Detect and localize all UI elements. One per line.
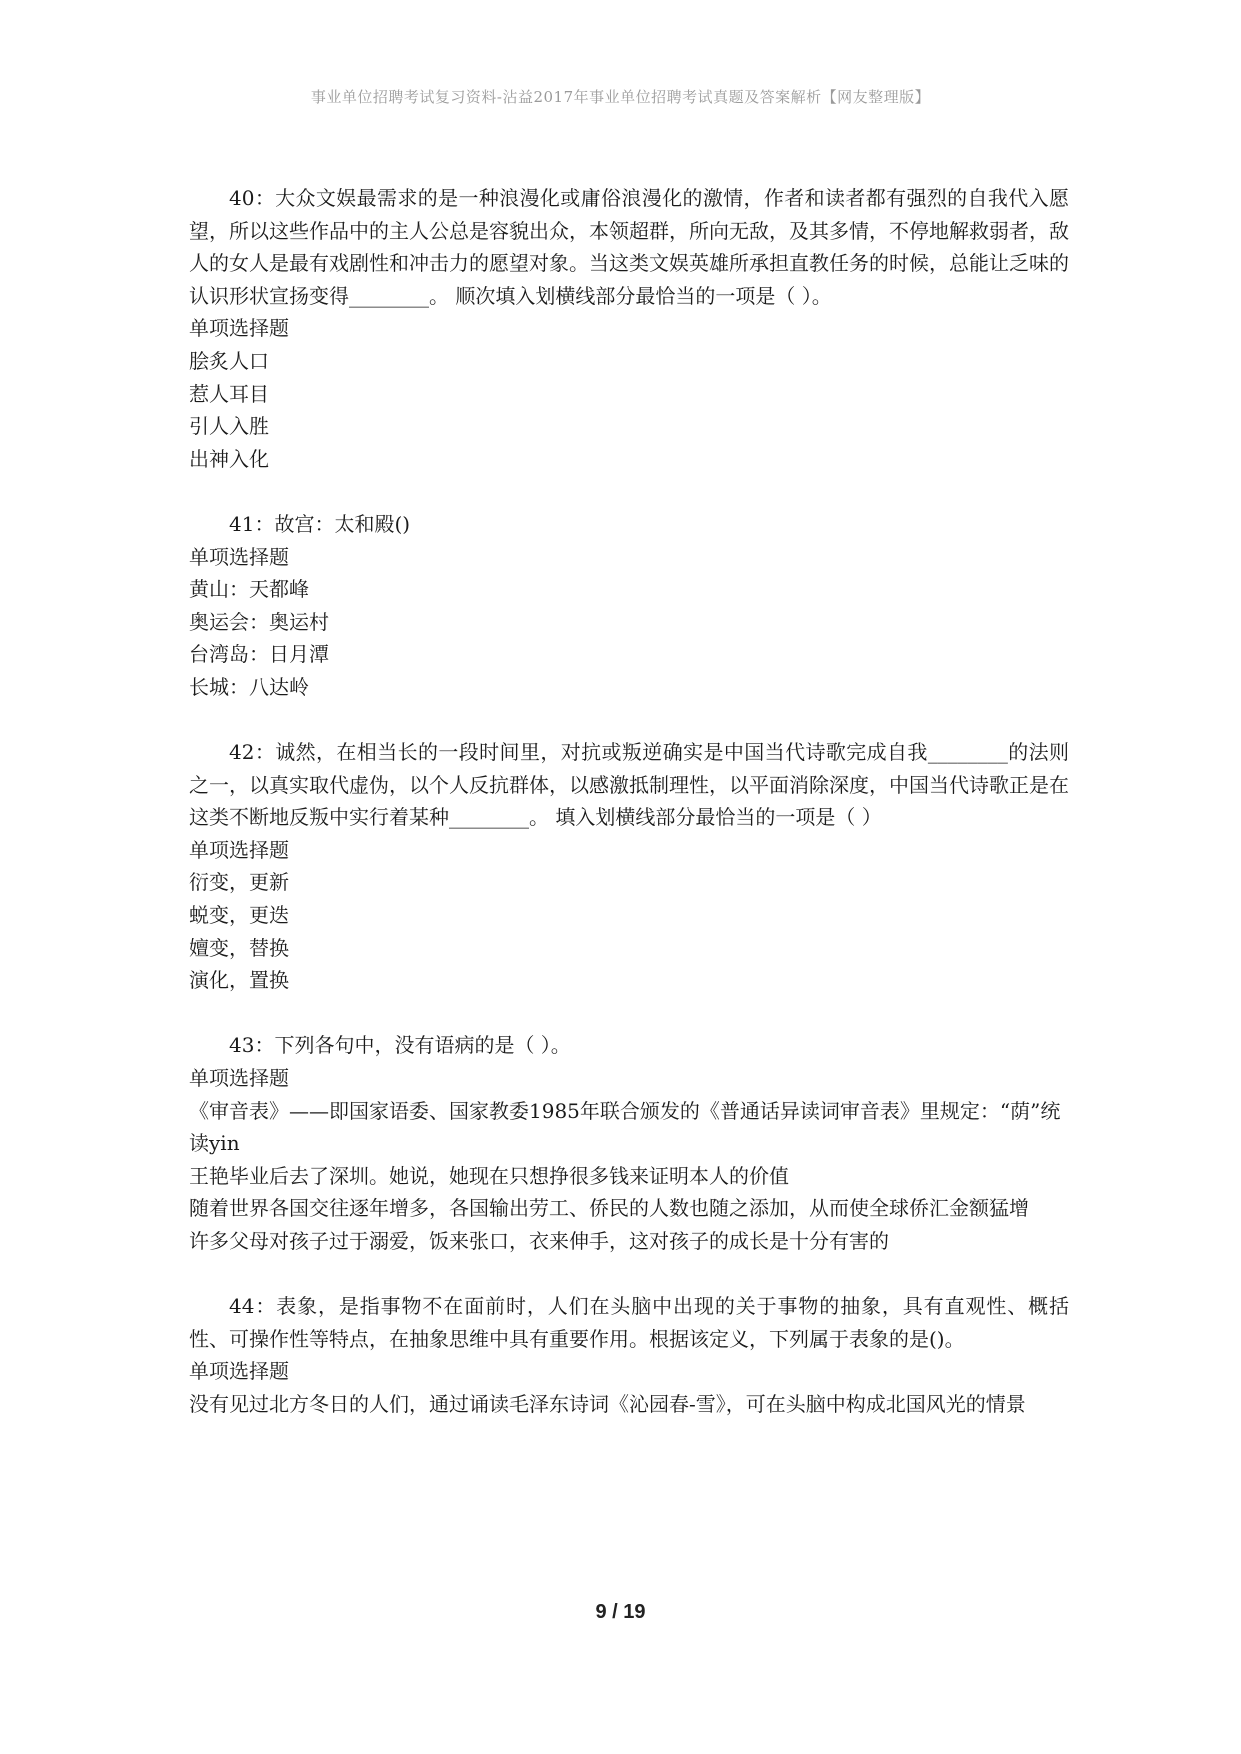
question-text: 40：大众文娱最需求的是一种浪漫化或庸俗浪漫化的激情，作者和读者都有强烈的自我代入愿望，所以这些作品中的主人公总是容貌出众，本领超群，所向无敌，及其多情，不停地解救弱者，敌人的女人是最有戏剧性和冲击力的愿望对象。当这类文娱英雄所承担直教任务的时候，总能让乏味的认识形状宣扬变得________。 顺次填入划横线部分最恰当的一项是（ ）。	[189, 186, 1069, 308]
question-41	[189, 508, 1069, 704]
question-text: 44：表象，是指事物不在面前时，人们在头脑中出现的关于事物的抽象，具有直观性、概括性、可操作性等特点，在抽象思维中具有重要作用。根据该定义，下列属于表象的是()。	[189, 1294, 1069, 1351]
option-b: 蜕变，更迭	[189, 903, 289, 928]
option-d: 出神入化	[189, 446, 269, 471]
question-40	[189, 182, 1069, 475]
option-a: 黄山：天都峰	[189, 577, 309, 602]
option-c: 引人入胜	[189, 414, 269, 439]
option-d: 演化，置换	[189, 968, 289, 993]
question-type: 单项选择题	[189, 837, 289, 862]
option-d: 许多父母对孩子过于溺爱，饭来张口，衣来伸手，这对孩子的成长是十分有害的	[189, 1229, 889, 1253]
option-b: 惹人耳目	[189, 381, 269, 406]
question-42	[189, 736, 1069, 997]
question-type: 单项选择题	[189, 1359, 289, 1384]
option-c: 嬗变，替换	[189, 935, 289, 960]
document-body	[189, 182, 1069, 1453]
option-c: 台湾岛：日月潭	[189, 642, 329, 667]
option-a: 没有见过北方冬日的人们，通过诵读毛泽东诗词《沁园春-雪》，可在头脑中构成北国风光的情景	[189, 1391, 1026, 1416]
question-text: 43：下列各句中，没有语病的是（ ）。	[229, 1033, 571, 1058]
option-b: 奥运会：奥运村	[189, 609, 329, 634]
page-number: 9 / 19	[595, 1601, 646, 1623]
question-43	[189, 1029, 1069, 1257]
question-44	[189, 1290, 1069, 1420]
option-a: 《审音表》——即国家语委、国家教委1985年联合颁发的《普通话异读词审音表》里规定：“荫”统读yin	[189, 1098, 1061, 1156]
question-text: 41：故宫：太和殿()	[229, 511, 411, 536]
question-type: 单项选择题	[189, 544, 289, 569]
option-a: 衍变，更新	[189, 870, 289, 895]
option-b: 王艳毕业后去了深圳。她说，她现在只想挣很多钱来证明本人的价值	[189, 1163, 789, 1188]
option-d: 长城：八达岭	[189, 674, 309, 699]
question-type: 单项选择题	[189, 316, 289, 341]
question-type: 单项选择题	[189, 1066, 289, 1091]
option-a: 脍炙人口	[189, 348, 269, 373]
option-c: 随着世界各国交往逐年增多，各国输出劳工、侨民的人数也随之添加，从而使全球侨汇金额猛增	[189, 1196, 1029, 1221]
page-header: 事业单位招聘考试复习资料-沾益2017年事业单位招聘考试真题及答案解析【网友整理版】	[310, 88, 931, 106]
question-text: 42：诚然，在相当长的一段时间里，对抗或叛逆确实是中国当代诗歌完成自我________的法则之一，以真实取代虚伪，以个人反抗群体，以感激抵制理性，以平面消除深度，中国当代诗歌正是在这类不断地反叛中实行着某种________。 填入划横线部分最恰当的一项是（ ）	[189, 740, 1069, 830]
